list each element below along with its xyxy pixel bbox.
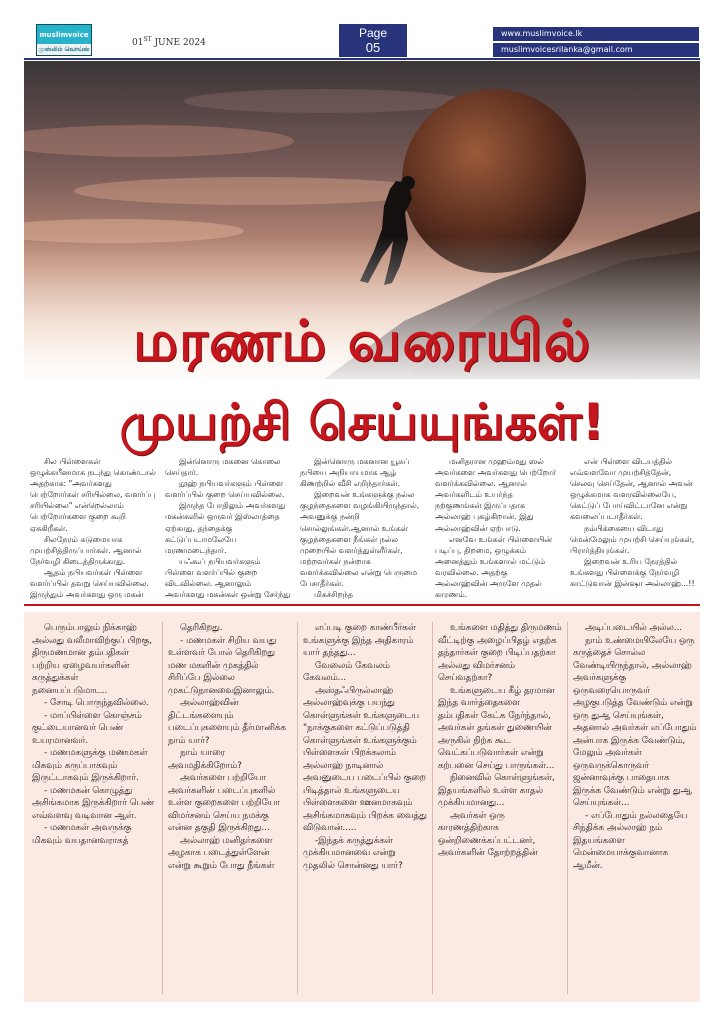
column-rule — [567, 622, 568, 994]
paragraph: - மணமகள் அவருக்கு மிகவும் வயதானவராகத் — [32, 823, 132, 846]
article-column-5 — [570, 456, 696, 589]
headline-line-2: முயற்சி செய்யுங்கள்! — [119, 393, 605, 451]
paragraph: - மணமகள் சிறிய வயது உள்ளவர் போல் தெரிகிறது மண மகளின் முகத்தில் சிரிப்பே இல்லை முகட்டுநானவைஇனாலும். — [168, 635, 277, 696]
article-column-1 — [30, 456, 156, 600]
paragraph: மனிதரான முஹம்மது ஸல் அவர்களை அவர்களது பெற்றோர் வளர்க்கவில்லை. ஆனால் அவர்களிடம் உயர்ந்த நற்குணங்கள் இருப்பதாக அல்லாஹ் புகழ்கிறான். இது அல்லாஹ்வின் ஏற்பாடு. — [435, 457, 557, 533]
headline-line-1: மரணம் வரையில் — [132, 309, 592, 374]
paragraph: எப்படி குறை காண்பீர்கள் உங்களுக்கு இந்த அதிகாரம் யார் தந்தது... — [303, 623, 416, 658]
paragraph: தெரிகிறது. — [180, 623, 223, 633]
paragraph: - மாப்பிள்ளை கொஞ்சம் குட்டையானவர் பெண் உயரமானவர். — [32, 710, 142, 746]
paragraph: நாம் யாரை அவமதிக்கிறோம்? — [168, 748, 242, 771]
page-label: Page — [358, 26, 388, 40]
paragraph: நினைவில் கொள்ளுங்கள், இதயங்களில் உள்ள காதல் முக்கியமானது... — [438, 773, 555, 808]
paragraph: அவர்களை பற்றியோ அவர்களின் படைப்புகளில் உள்ள குறைகளை பற்றியோ விமர்சனம் செய்ய நமக்கு என்ன தகுதி இருக்கிறது... — [168, 773, 280, 833]
masthead-logo — [36, 24, 92, 56]
column-rule — [297, 622, 298, 994]
article-column-3 — [300, 456, 426, 600]
logo-tamil-name: முஸ்லிம் வொய்ஸ் — [38, 46, 90, 53]
email-link[interactable]: muslimvoicesrilanka@gmail.com — [493, 43, 699, 57]
logo-wordmark: muslimvoice — [37, 25, 91, 45]
paragraph: எனவே உங்கள் பிள்ளையின் படிப்பு, திறமை, ஒழுக்கம் அனைத்தும் உங்களால் மட்டும் வரவில்லை. அதற்கு அல்லாஹ்வின் அருளே முதல் காரணம். — [435, 534, 552, 600]
bottom-column-4 — [438, 622, 562, 860]
page-number-box — [339, 24, 407, 57]
bottom-column-1 — [32, 622, 156, 847]
paragraph: -இந்தக் கருத்துக்கள் முக்கியமானவை என்று முதலில் சொன்னது யார்? — [303, 835, 403, 871]
section-divider — [24, 604, 700, 606]
bottom-column-5 — [573, 622, 697, 872]
paragraph: ஆதம் நபியவர்கள் பிள்ளை வளர்ப்பில் தவறு செய்யவில்லை. இருந்தும் அவர்களது ஒரு மகன் — [30, 567, 149, 600]
column-rule — [162, 622, 163, 994]
paragraph: யஃகூப் நபியவர்களும் பிள்ளை வளர்ப்பில் குறை விடவில்லை. ஆனாலும் அவர்களது மகன்கள் ஒன்று சேர்ந்து — [165, 556, 291, 600]
paragraph: இன்னொரு மகனான யூசுப் நபியை அநியாயமாக ஆழ் கிணற்றில் வீசி எறிந்தார்கள். — [300, 457, 410, 489]
column-rule — [432, 622, 433, 994]
paragraph: உங்களுடைய கீழ் தரமான இந்த வார்த்தைகளை தம்பதிகள் கேட்க நேர்ந்தால், அவர்கள் தங்கள் துணையின் அருகில் நிற்க கூட வெட்கப்படுவார்கள் என்று கற்பனை செய்து பாருங்கள்... — [438, 685, 555, 771]
paragraph: பெரும்பாலும் நிக்காஹ் அல்லது வலீமாவிற்குப் பிறகு, திருமணமான தம்பதிகள் பற்றிய ஏழைவயர்களின் கருத்துக்கள் நனையப்படுமாட.. — [32, 623, 152, 696]
paragraph: சிலநேரம் சுடுமையாக முயற்சித்திருப்பார்கள். ஆனால் நேர்வழி கிடைத்திருக்காது. — [30, 534, 142, 566]
paragraph: நம்பிக்கையை விடாது மென்மேலும் முயற்சி செய்யுங்கள், பிரார்த்தியுங்கள். — [570, 523, 695, 555]
paragraph: சில பிள்ளைகள் ஒழுக்கயீனமாக நடந்து கொண்டால் அதற்காக: "அவர்களது பெற்றோர்கள் சரியில்லை, வளர்ப்பு சரியில்லை" என்றெல்லாம் பெற்றோர்களை குறை கூறி ஏசுகிறீகள். — [30, 457, 156, 533]
bottom-column-3 — [303, 622, 427, 872]
website-link[interactable]: www.muslimvoice.lk — [493, 27, 699, 41]
paragraph: இறைவன் உரிய நேரத்தில் உங்களது பிள்ளைக்கு நேர்வழி காட்டுவான் இன்ஷா அல்லாஹ்...!! — [570, 556, 695, 589]
paragraph: இன்னொரு மகனை கொலை செய்தார். — [165, 457, 281, 478]
paragraph: - எப்போதும் நல்லதையே சிந்திக்க அல்லாஹ் நம் இதயங்களை மென்மையாக்குவானாக ஆமீன். — [573, 810, 688, 871]
paragraph: - மணமகளுக்கு மணமகள் மிகவும் கருப்பாகவும் இருட்டாகவும் இருக்கிறார். — [32, 748, 148, 783]
paragraph: மிகச்சிறந்த — [314, 590, 353, 600]
header-rule — [24, 58, 700, 60]
paragraph: - சோடி பொருந்தவில்லை. — [44, 698, 149, 708]
paragraph: அல்லாஹ்வின் திட்டங்களையும் படைப்புகளையும் தீர்மானிக்க நாம் யார்? — [168, 698, 287, 746]
paragraph: வேலைம் கேவலம் கேவலம்... — [303, 660, 390, 683]
issue-date: 01ST JUNE 2024 — [132, 36, 206, 48]
paragraph: என் பிள்ளை விடயத்தில் எவ்வளவோ முயற்சித்தேன், செலவு செய்தேன், ஆனால் அவன் ஒழுக்கமாக வளரவில்லையே, கெட்டுப் போய்விட்டானே என்று கவலைப்படாதீர்கள். — [570, 457, 693, 522]
paragraph: அஸ்தஃபிருல்லாஹ் அல்லாஹ்வுக்கு பயந்து கொள்ளுங்கள் உங்களுடைய "நாக்குகளை கட்டுப்படுத்தி கொள்ளுங்கள் உங்களுக்கும் பிள்ளைகள் பிறக்கலாம் அல்லாஹ் நாடினால் அவனுடைய படைப்பில் குறை பிடித்தால் உங்களுடைய பிள்ளைகளை ஊனமாகவும் அசிங்கமாகவும் பிறக்க வைத்து விடுவான்..... — [303, 685, 427, 833]
paragraph: இருந்த போதிலும் அவர்களது மகன்களில் ஒருவர் இஸ்லாத்தை ஏற்காது, தந்தைக்கு கட்டுப்படாமலேயே மரணமடைந்தார். — [165, 501, 286, 555]
paragraph: நாம் உண்மையிலேயே ஒரு கருத்தைச் சொல்ல வேண்டியிருந்தால், அல்லாஹ் அவர்களுக்கு ஒருவரையொருவர் அழகுபடுத்த வேண்டும் என்று ஒரு துஆ செய்யுங்கள், அதனால் அவர்கள் எப்போதும் அன்பாக இருக்க வேண்டும், மேலும் அவர்கள் ஒருவருக்கொருவர் ஜன்னாவுக்கு பாதையாக இருக்க வேண்டும் என்று துஆ செய்யுங்கள்... — [573, 635, 697, 808]
article-column-4 — [435, 456, 561, 600]
paragraph: அல்லாஹ் மனிதர்களை அழகாக படைத்துள்ளேன் என்று கூறும் போது நீங்கள் — [168, 835, 275, 871]
paragraph: அடிப்படையில் அல்ல... — [585, 623, 683, 633]
paragraph: - மணமகன் கொழுத்து அசிங்கமாக இருக்கிறார் பெண் எவ்வளவு வடிவான ஆள். — [32, 785, 155, 821]
paragraph: இறைவன் உங்களுக்கு நல்ல குழந்தைகளை வழங்கியிருந்தால், அவனுக்கு நன்றி சொல்லுங்கள்.ஆனால் உங்கள் குழந்தைகளை நீங்கள் நல்ல முறையில் வளர்த்துள்ளீர்கள், மற்றவர்கள் நன்றாக வளர்க்கவில்லை என்று பெருமை பேசாதீர்கள். — [300, 490, 420, 589]
bottom-column-2 — [168, 622, 292, 872]
paragraph: உங்களை மதித்து திருமணம் வீட்டிற்கு அழைப்பிதழ் எதற்க தந்தார்கள் குறை பிடிப்பதற்கா அல்லது விமர்சனம் செய்வதற்கா? — [438, 623, 562, 683]
paragraph: அவர்கள் ஒரு காரணத்திற்காக ஒன்றிணைக்கப்பட்டனர், அவர்களின் தோற்றத்தின் — [438, 810, 538, 858]
page-number: 05 — [365, 40, 381, 55]
paragraph: நூஹ் நபியவர்களும் பிள்ளை வளர்ப்பில் குறை செய்யவில்லை. — [165, 479, 285, 500]
article-column-2 — [165, 456, 291, 600]
